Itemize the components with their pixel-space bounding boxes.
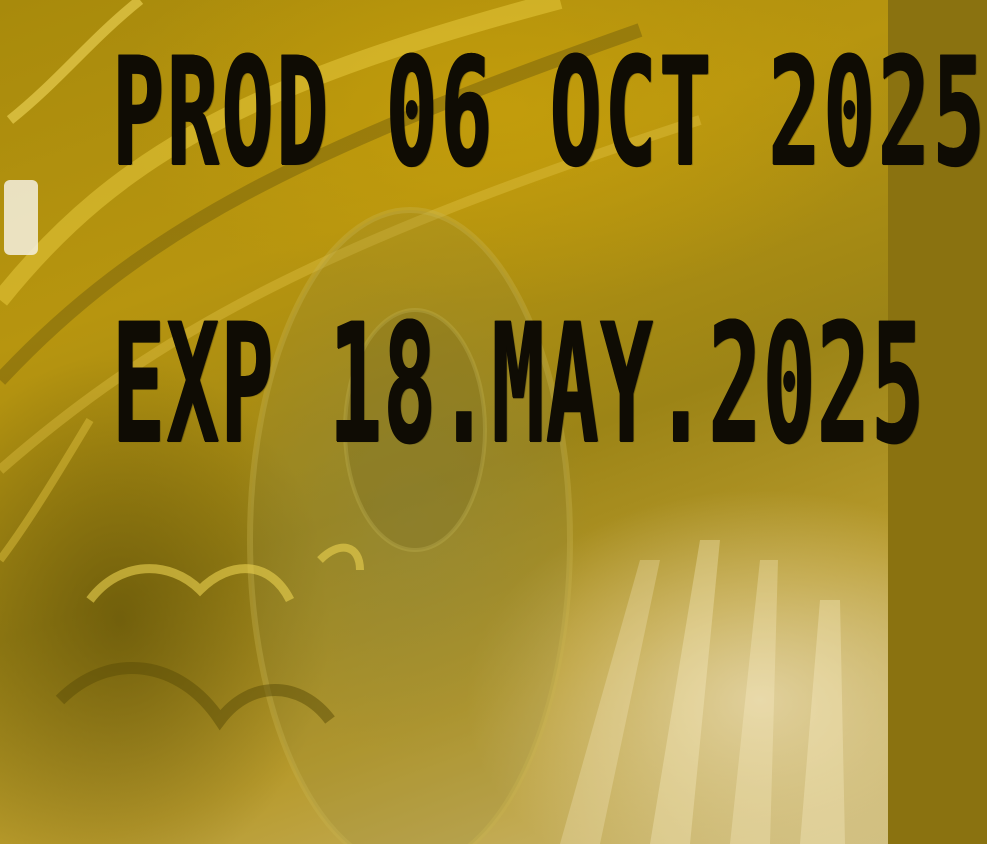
foil-sheen: [800, 600, 845, 844]
foil-sheen: [560, 560, 660, 844]
production-date-stamp: PROD 06 OCT 2025: [112, 26, 987, 200]
foil-ridge: [0, 420, 90, 560]
foil-sheen: [650, 540, 720, 844]
expiry-date-stamp: EXP 18.MAY.2025: [112, 288, 926, 480]
foil-sheen: [730, 560, 778, 844]
foil-highlight: [4, 180, 38, 255]
